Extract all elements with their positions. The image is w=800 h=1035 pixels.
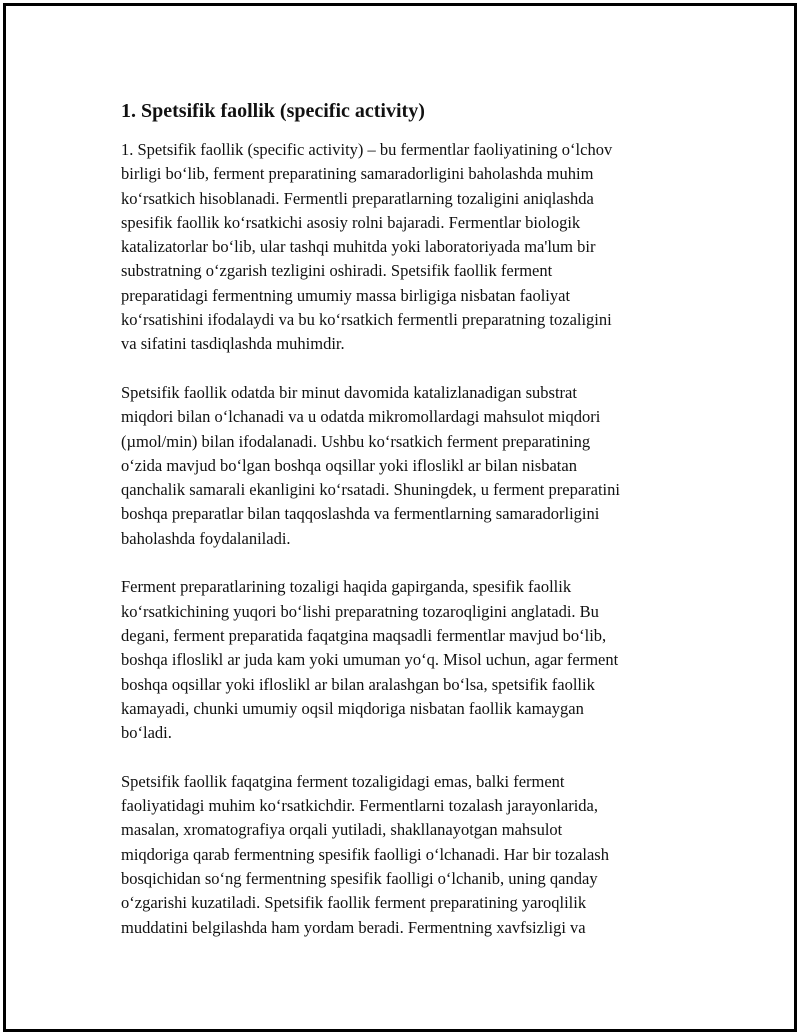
text-line: miqdori bilan oʻlchanadi va u odatda mikromollardagi mahsulot miqdori (121, 407, 601, 427)
text-line: faoliyatidagi muhim koʻrsatkichdir. Fermentlarni tozalash jarayonlarida, (121, 796, 598, 816)
document-content (121, 98, 686, 964)
text-line: Ferment preparatlarining tozaligi haqida gapirganda, spesifik faollik (121, 577, 572, 597)
text-line: boshqa ifloslikl ar juda kam yoki umuman yoʻq. Misol uchun, agar ferment (121, 650, 619, 670)
text-line: oʻzgarishi kuzatiladi. Spetsifik faollik ferment preparatining yaroqlilik (121, 893, 587, 913)
text-line: birligi boʻlib, ferment preparatining samaradorligini baholashda muhim (121, 164, 594, 184)
text-line: koʻrsatishini ifodalaydi va bu koʻrsatkich fermentli preparatning tozaligini (121, 310, 612, 330)
text-line: spesifik faollik koʻrsatkichi asosiy rolni bajaradi. Fermentlar biologik (121, 212, 581, 232)
text-line: baholashda foydalaniladi. (121, 528, 291, 548)
paragraphs (121, 138, 686, 940)
text-line: degani, ferment preparatida faqatgina maqsadli fermentlar mavjud boʻlib, (121, 625, 607, 645)
paragraph (121, 381, 686, 551)
text-line: kamayadi, chunki umumiy oqsil miqdoriga nisbatan faollik kamaygan (121, 698, 584, 718)
document-page (3, 3, 797, 1032)
text-line: oʻzida mavjud boʻlgan boshqa oqsillar yoki ifloslikl ar bilan nisbatan (121, 455, 577, 475)
paragraph (121, 575, 686, 745)
section-heading: 1. Spetsifik faollik (specific activity) (121, 100, 425, 122)
text-line: bosqichidan soʻng fermentning spesifik faolligi oʻlchanib, uning qanday (121, 868, 598, 888)
text-line: preparatidagi fermentning umumiy massa birligiga nisbatan faoliyat (121, 285, 571, 305)
text-line: qanchalik samarali ekanligini koʻrsatadi. Shuningdek, u ferment preparatini (121, 480, 620, 500)
text-line: boshqa oqsillar yoki ifloslikl ar bilan aralashgan boʻlsa, spetsifik faollik (121, 674, 595, 694)
paragraph (121, 770, 686, 940)
text-line: boshqa preparatlar bilan taqqoslashda va fermentlarning samaradorligini (121, 504, 600, 524)
text-line: masalan, xromatografiya orqali yutiladi, shakllanayotgan mahsulot (121, 820, 563, 840)
text-line: Spetsifik faollik faqatgina ferment tozaligidagi emas, balki ferment (121, 771, 565, 791)
text-line: boʻladi. (121, 723, 172, 743)
paragraph (121, 138, 686, 357)
text-line: (µmol/min) bilan ifodalanadi. Ushbu koʻrsatkich ferment preparatining (121, 431, 591, 451)
text-line: koʻrsatkich hisoblanadi. Fermentli preparatlarning tozaligini aniqlashda (121, 188, 594, 208)
text-line: 1. Spetsifik faollik (specific activity) – bu fermentlar faoliyatining oʻlchov (121, 140, 613, 159)
text-line: va sifatini tasdiqlashda muhimdir. (121, 334, 345, 354)
text-line: katalizatorlar boʻlib, ular tashqi muhitda yoki laboratoriyada ma'lum bir (121, 237, 596, 257)
text-line: miqdoriga qarab fermentning spesifik faolligi oʻlchanadi. Har bir tozalash (121, 844, 609, 864)
text-line: koʻrsatkichining yuqori boʻlishi preparatning tozaroqligini anglatadi. Bu (121, 601, 599, 621)
text-line: muddatini belgilashda ham yordam beradi. Fermentning xavfsizligi va (121, 917, 586, 937)
text-line: substratning oʻzgarish tezligini oshiradi. Spetsifik faollik ferment (121, 261, 553, 281)
text-line: Spetsifik faollik odatda bir minut davomida katalizlanadigan substrat (121, 382, 577, 402)
